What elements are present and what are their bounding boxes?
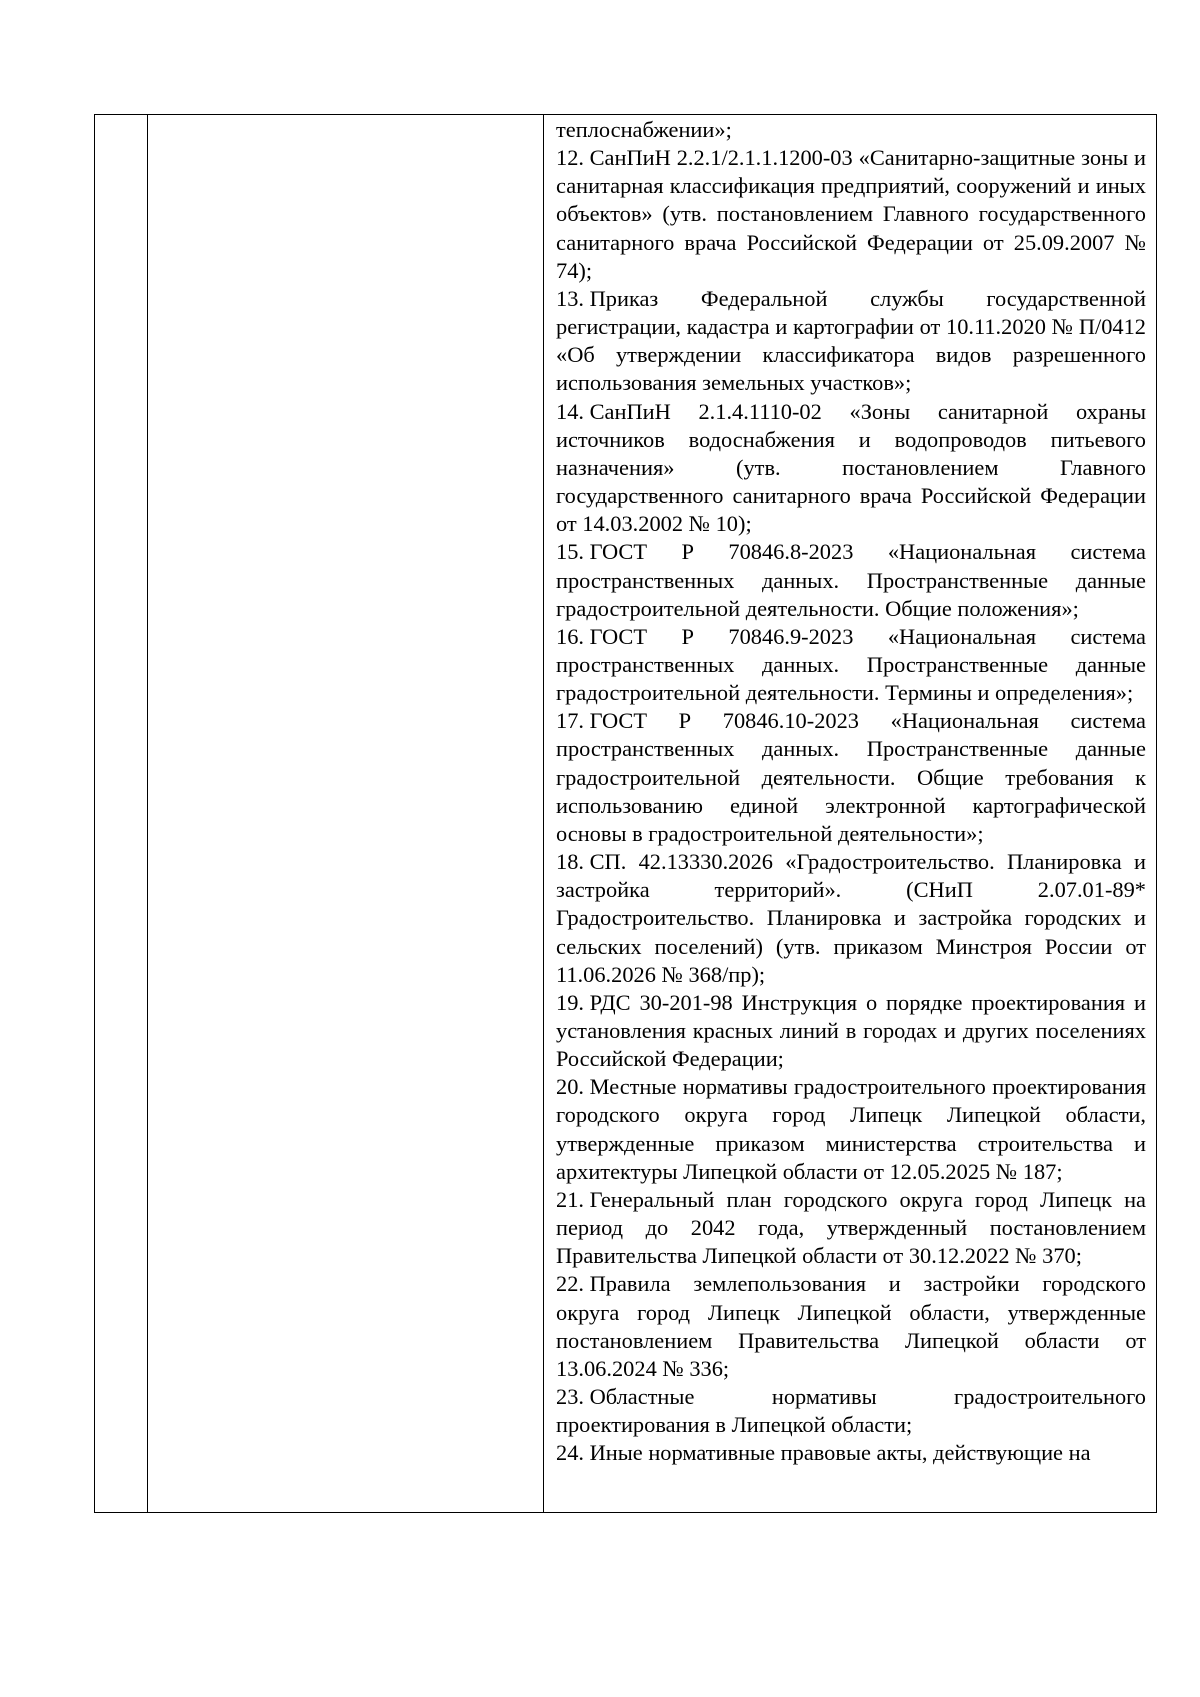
list-item: 12. СанПиН 2.2.1/2.1.1.1200-03 «Санитарно-защитные зоны и санитарная классификация предприятий, сооружений и иных объектов» (утв. постановлением Главного государственного санитарного врача Российской Федерации от 25.09.2007 № 74); [556, 145, 1146, 283]
list-item: 17. ГОСТ Р 70846.10-2023 «Национальная система пространственных данных. Пространственные данные градостроительной деятельности. Общие требования к использованию единой электронной картографической основы в градостроительной деятельности»; [556, 708, 1146, 846]
list-item: 21. Генеральный план городского округа город Липецк на период до 2042 года, утвержденный постановлением Правительства Липецкой области от 30.12.2022 № 370; [556, 1186, 1146, 1269]
list-item: теплоснабжении»; [556, 117, 732, 142]
regulations-column [545, 115, 1156, 1512]
list-item: 20. Местные нормативы градостроительного проектирования городского округа город Липецк Липецкой области, утвержденные приказом министерства строительства и архитектуры Липецкой области от 12.05.2025 № 187; [556, 1074, 1146, 1184]
list-item: 22. Правила землепользования и застройки городского округа город Липецк Липецкой области, утвержденные постановлением Правительства Липецкой области от 13.06.2024 № 336; [556, 1271, 1146, 1381]
list-item: 16. ГОСТ Р 70846.9-2023 «Национальная система пространственных данных. Пространственные данные градостроительной деятельности. Термины и определения»; [556, 623, 1146, 706]
column-divider-2 [543, 115, 544, 1512]
list-item: 24. Иные нормативные правовые акты, действующие на [556, 1440, 1091, 1466]
list-item: 23. Областные нормативы градостроительного проектирования в Липецкой области; [556, 1384, 1146, 1438]
legal-table [94, 114, 1157, 1513]
list-item: 19. РДС 30-201-98 Инструкция о порядке проектирования и установления красных линий в городах и других поселениях Российской Федерации; [556, 989, 1146, 1072]
column-divider-1 [147, 115, 148, 1512]
list-item: 15. ГОСТ Р 70846.8-2023 «Национальная система пространственных данных. Пространственные данные градостроительной деятельности. Общие положения»; [556, 539, 1146, 621]
list-item: 14. СанПиН 2.1.4.1110-02 «Зоны санитарной охраны источников водоснабжения и водопроводов питьевого назначения» (утв. постановлением Главного государственного санитарного врача Российской Федерации от 14.03.2002 № 10); [556, 398, 1146, 537]
list-item: 18. СП. 42.13330.2026 «Градостроительство. Планировка и застройка территорий». (СНиП 2.07.01-89* Градостроительство. Планировка и застройка городских и сельских поселений) (утв. приказом Минстроя России от 11.06.2026 № 368/пр); [556, 849, 1146, 987]
list-item: 13. Приказ Федеральной службы государственной регистрации, кадастра и картографии от 10.11.2020 № П/0412 «Об утверждении классификатора видов разрешенного использования земельных участков»; [556, 285, 1146, 396]
